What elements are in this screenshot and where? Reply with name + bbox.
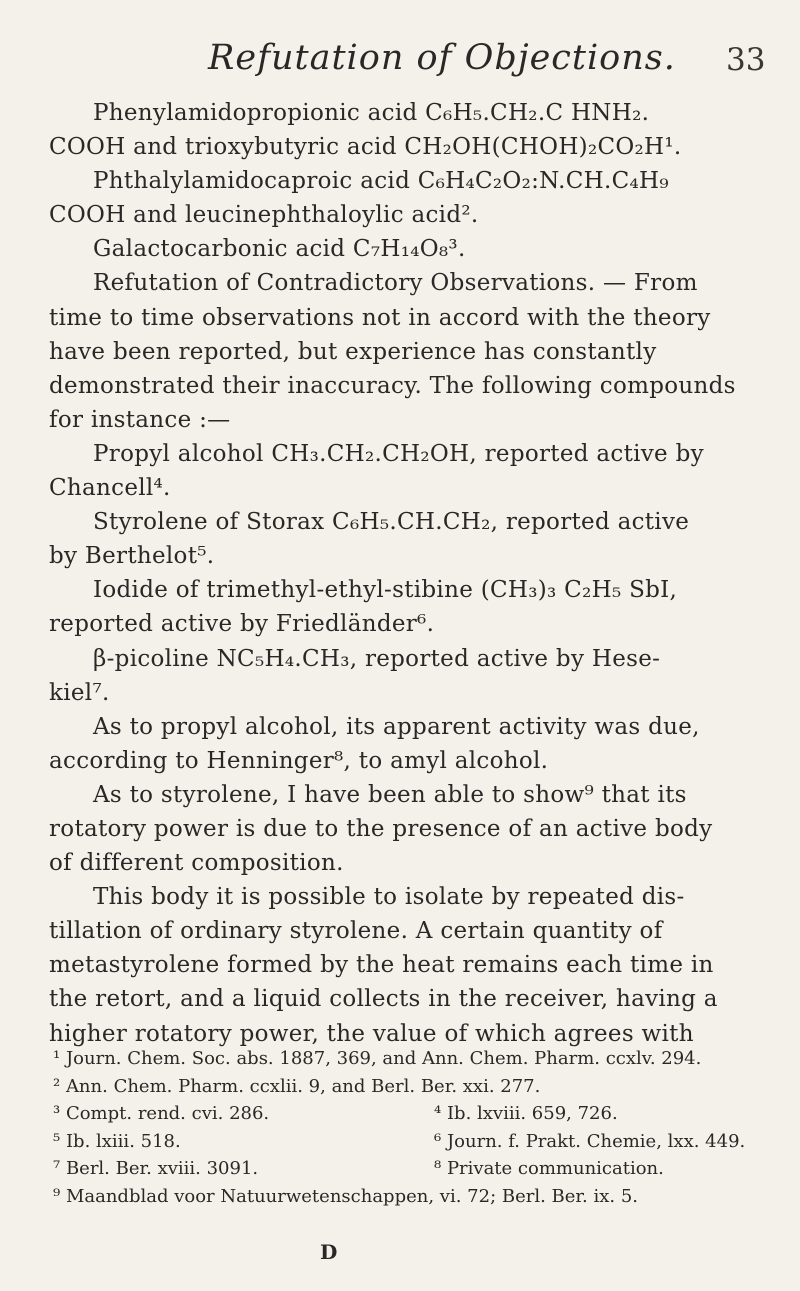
text-line: COOH and leucinephthaloylic acid². [49,202,479,229]
text-line: Styrolene of Storax C₆H₅.CH.CH₂, reported active [93,509,690,536]
body-text [49,96,781,1051]
page-header [0,38,800,86]
text-line: Phthalylamidocaproic acid C₆H₄C₂O₂:N.CH.C₄H₉ [93,168,669,195]
text-line: This body it is possible to isolate by repeated dis- [93,884,685,911]
footnote-text: ⁹ Maandblad voor Natuurwetenschappen, vi. 72; Berl. Ber. ix. 5. [53,1185,639,1207]
footnotes [49,1045,769,1210]
footnote-text: ² Ann. Chem. Pharm. ccxlii. 9, and Berl. Ber. xxi. 277. [53,1075,541,1097]
footnote-text: ⁸ Private communication. [434,1158,664,1179]
text-line: according to Henninger⁸, to amyl alcohol. [49,747,549,774]
footnote-text: ⁴ Ib. lxviii. 659, 726. [434,1103,618,1124]
text-line: tillation of ordinary styrolene. A certain quantity of [49,918,663,945]
text-line: metastyrolene formed by the heat remains each time in [49,952,714,979]
text-line: As to styrolene, I have been able to show⁹ that its [93,781,687,808]
footnote [49,1155,769,1183]
text-line: higher rotatory power, the value of which agrees with [49,1020,694,1047]
text-line: COOH and trioxybutyric acid CH₂OH(CHOH)₂CO₂H¹. [49,134,682,161]
section-heading-line: Refutation of Contradictory Observations. — From [93,270,698,297]
text-line: by Berthelot⁵. [49,543,215,570]
footnote-text: ¹ Journ. Chem. Soc. abs. 1887, 369, and Ann. Chem. Pharm. ccxlv. 294. [53,1048,702,1069]
text-line: Iodide of trimethyl-ethyl-stibine (CH₃)₃ C₂H₅ SbI, [93,577,678,604]
footnote [49,1183,769,1211]
text-line: time to time observations not in accord with the theory [49,304,711,331]
footnote-text: ⁷ Berl. Ber. xviii. 3091. [53,1158,259,1179]
running-title: Refutation of Objections. [208,38,676,78]
text-line: reported active by Friedländer⁶. [49,611,435,638]
text-line: of different composition. [49,850,344,877]
footnote [49,1128,769,1156]
text-line: As to propyl alcohol, its apparent activity was due, [93,713,700,740]
text-line: β-picoline NC₅H₄.CH₃, reported active by Hese- [93,645,661,672]
text-line: for instance :— [49,406,231,433]
footnote-text: ⁵ Ib. lxiii. 518. [53,1130,181,1152]
text-line: Phenylamidopropionic acid C₆H₅.CH₂.C HNH₂. [93,100,650,126]
footnote [49,1045,769,1073]
text-line: demonstrated their inaccuracy. The following compounds [49,372,736,399]
footnote [49,1100,769,1128]
text-line: kiel⁷. [49,679,110,706]
text-line: have been reported, but experience has constantly [49,338,657,365]
signature-mark: D [320,1240,338,1264]
text-line: Galactocarbonic acid C₇H₁₄O₈³. [93,236,466,263]
text-line: rotatory power is due to the presence of an active body [49,815,713,842]
footnote [49,1073,769,1101]
text-line: Chancell⁴. [49,475,171,502]
text-line: the retort, and a liquid collects in the receiver, having a [49,986,718,1013]
page-number: 33 [726,42,766,78]
footnote-text: ³ Compt. rend. cvi. 286. [53,1103,270,1124]
text-line: Propyl alcohol CH₃.CH₂.CH₂OH, reported active by [93,440,704,467]
footnote-text: ⁶ Journ. f. Prakt. Chemie, lxx. 449. [434,1130,746,1152]
